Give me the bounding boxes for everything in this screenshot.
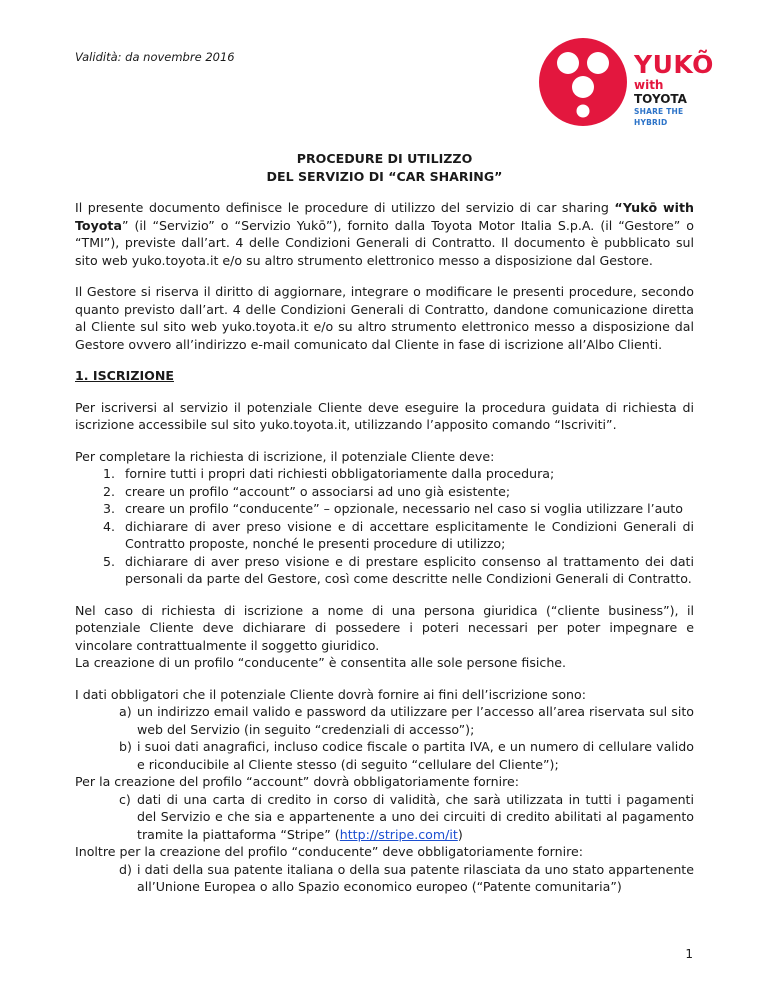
list-item <box>119 791 694 844</box>
document-body <box>75 150 694 896</box>
section-heading-iscrizione: 1. ISCRIZIONE <box>75 368 174 383</box>
logo-with-toyota <box>634 78 714 106</box>
list-item: 1. fornire tutti i propri dati richiesti obbligatoriamente dalla procedura; <box>119 465 694 483</box>
item-text: un indirizzo email valido e password da utilizzare per l’accesso all’area riservata sul sito web del Servizio (in seguito “credenziali di accesso”); <box>137 704 694 737</box>
yuko-logo <box>538 37 714 127</box>
mandatory-data-list-c <box>75 791 694 844</box>
validity-note: Validità: da novembre 2016 <box>75 50 235 64</box>
item-text: dati di una carta di credito in corso di validità, che sarà utilizzata in tutti i pagamenti del Servizio e che sia e appartenente a uno dei circuiti di credito abilitati al pagamento tramite la piattaforma “Stripe” ( <box>137 791 694 842</box>
list-item: 3. creare un profilo “conducente” – opzionale, necessario nel caso si voglia utilizzare l’auto <box>119 500 694 518</box>
intro-paragraph-2: Il Gestore si riserva il diritto di aggiornare, integrare o modificare le presenti procedure, secondo quanto previsto dall’art. 4 delle Condizioni Generali di Contratto, dandone comunicazione diretta al Cliente sul sito web yuko.toyota.it e/o su altro strumento elettronico messo a disposizione dal Gestore ovvero all’indirizzo e-mail comunicato dal Cliente in fase di iscrizione all’Albo Clienti. <box>75 284 694 352</box>
logo-toyota: TOYOTA <box>634 92 687 106</box>
logo-text <box>634 52 714 128</box>
list-item <box>119 738 694 773</box>
steps-intro: Per completare la richiesta di iscrizione, il potenziale Cliente deve: <box>75 448 495 464</box>
item-text: i dati della sua patente italiana o della sua patente rilasciata da uno stato appartenente all’Unione Europea o allo Spazio economico europeo (“Patente comunitaria”) <box>137 861 694 894</box>
list-item: 4. dichiarare di aver preso visione e di accettare esplicitamente le Condizioni Generali di Contratto proposte, nonché le presenti procedure di utilizzo; <box>119 518 694 553</box>
intro-p1-text-b: ” (il “Servizio” o “Servizio Yukō”), fornito dalla Toyota Motor Italia S.p.A. (il “Gestore” o “TMI”), previste dall’art. 4 delle Condizioni Generali di Contratto. Il documento è pubblicato sul sito web yuko.toyota.it e/o su altro strumento elettronico messo a disposizione dal Gestore. <box>75 217 694 268</box>
mandatory-data-block <box>75 686 694 896</box>
logo-tagline: SHARE THE HYBRID <box>634 107 684 127</box>
intro-paragraph-1 <box>75 199 694 269</box>
data-intro: I dati obbligatori che il potenziale Cliente dovrà fornire ai fini dell’iscrizione sono: <box>75 686 586 702</box>
item-label: b) <box>119 739 132 754</box>
mandatory-data-list-ab <box>75 703 694 773</box>
title-line-1: PROCEDURE DI UTILIZZO <box>296 151 473 166</box>
driver-intro: Inoltre per la creazione del profilo “conducente” deve obbligatoriamente fornire: <box>75 844 583 859</box>
steps-intro-block <box>75 448 694 466</box>
stripe-link[interactable]: http://stripe.com/it <box>339 826 458 842</box>
yuko-logo-mark-icon <box>538 37 632 127</box>
business-text-1: Nel caso di richiesta di iscrizione a nome di una persona giuridica (“cliente business”), il potenziale Cliente deve dichiarare di possedere i poteri necessari per poter impegnare e vincolare contrattualmente il soggetto giuridico. <box>75 602 694 653</box>
list-item <box>119 861 694 896</box>
page-number: 1 <box>685 947 693 961</box>
document-title <box>75 150 694 185</box>
item-label: c) <box>119 791 131 807</box>
item-label: a) <box>119 704 132 719</box>
title-line-2: DEL SERVIZIO DI “CAR SHARING” <box>266 168 503 184</box>
registration-steps-list <box>75 465 694 588</box>
mandatory-data-list-d <box>75 861 694 896</box>
logo-with: with <box>634 78 664 92</box>
account-intro: Per la creazione del profilo “account” dovrà obbligatoriamente fornire: <box>75 774 519 789</box>
business-text-2: La creazione di un profilo “conducente” è consentita alle sole persone fisiche. <box>75 655 567 670</box>
logo-brand: YUKÕ <box>634 50 714 79</box>
intro-p1-text-a: Il presente documento definisce le procedure di utilizzo del servizio di car sharing <box>75 200 615 215</box>
list-item: 5. dichiarare di aver preso visione e di prestare esplicito consenso al trattamento dei dati personali da parte del Gestore, così come descritte nelle Condizioni Generali di Contratto. <box>119 553 694 588</box>
item-text: i suoi dati anagrafici, incluso codice fiscale o partita IVA, e un numero di cellulare valido e riconducibile al Cliente stesso (di seguito “cellulare del Cliente”); <box>137 739 694 772</box>
item-label: d) <box>119 861 132 877</box>
service-name: “Yukō with Toyota <box>75 200 694 233</box>
business-paragraph <box>75 602 694 672</box>
item-text-end: ) <box>457 826 463 842</box>
list-item: 2. creare un profilo “account” o associarsi ad uno già esistente; <box>119 483 694 501</box>
list-item <box>119 703 694 738</box>
section1-paragraph-1: Per iscriversi al servizio il potenziale Cliente deve eseguire la procedura guidata di richiesta di iscrizione accessibile sul sito yuko.toyota.it, utilizzando l’apposito comando “Iscriviti”. <box>75 399 694 432</box>
